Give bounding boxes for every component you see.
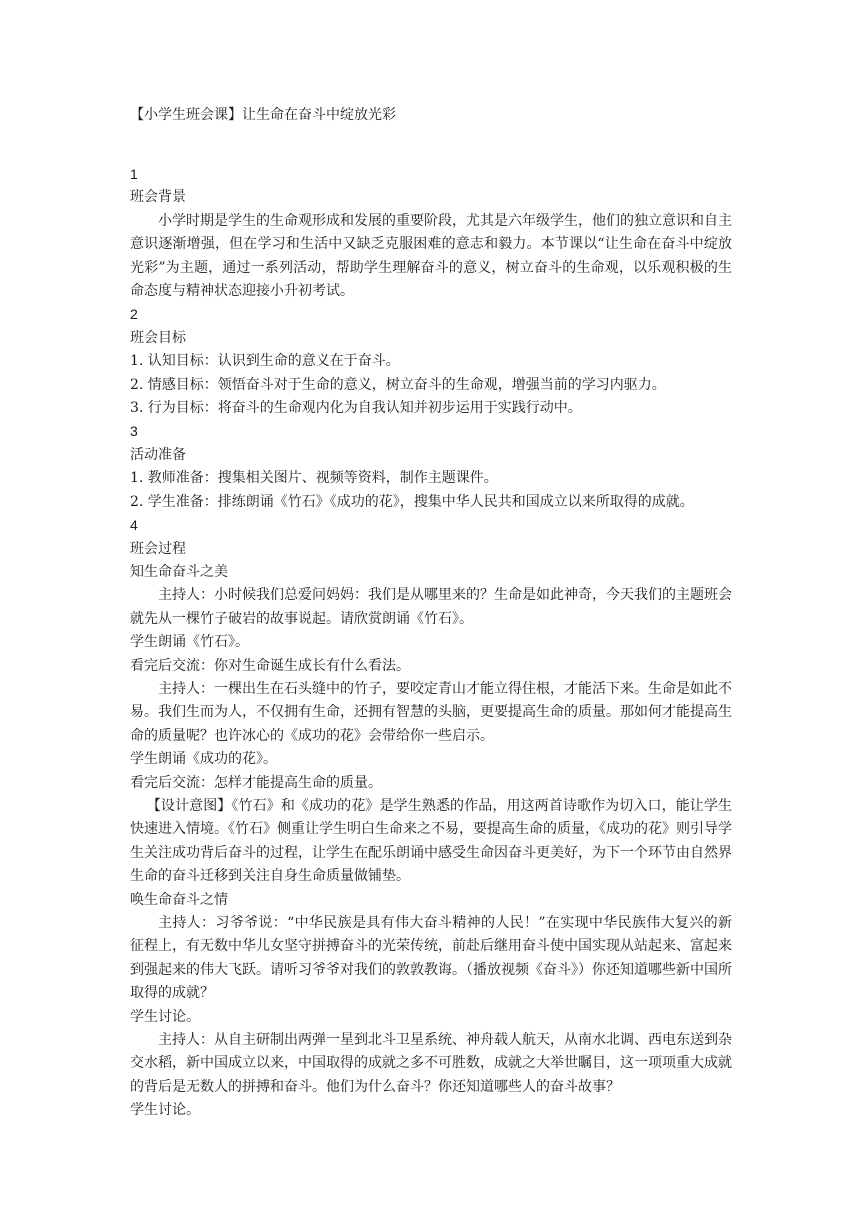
list-item: 1. 教师准备：搜集相关图片、视频等资料，制作主题课件。: [130, 470, 498, 487]
section-background: [130, 163, 732, 303]
paragraph: 主持人：小时候我们总爱问妈妈：我们是从哪里来的？生命是如此神奇，今天我们的主题班会就先从一棵竹子破岩的故事说起。请欣赏朗诵《竹石》。: [130, 587, 732, 627]
section-process: [130, 514, 732, 1123]
text-line: 看完后交流：怎样才能提高生命的质量。: [130, 774, 382, 791]
text-line: 看完后交流：你对生命诞生成长有什么看法。: [130, 657, 410, 674]
list-item: 2. 学生准备：排练朗诵《竹石》《成功的花》，搜集中华人民共和国成立以来所取得的成就。: [130, 493, 694, 510]
text-line: 学生讨论。: [130, 1008, 200, 1025]
paragraph: 主持人：一棵出生在石头缝中的竹子，要咬定青山才能立得住根，才能活下来。生命是如此不易。我们生而为人，不仅拥有生命，还拥有智慧的头脑，更要提高生命的质量。那如何才能提高生命的质量呢？也许冰心的《成功的花》会带给你一些启示。: [130, 680, 732, 744]
section-heading: 班会过程: [130, 540, 186, 557]
section-heading: 活动准备: [130, 446, 186, 463]
section-number: 1: [130, 166, 138, 182]
paragraph: 主持人：从自主研制出两弹一星到北斗卫星系统、神舟载人航天，从南水北调、西电东送到杂交水稻，新中国成立以来，中国取得的成就之多不可胜数，成就之大举世瞩目，这一项项重大成就的背后是无数人的拼搏和奋斗。他们为什么奋斗？你还知道哪些人的奋斗故事？: [130, 1032, 732, 1095]
text-line: 学生朗诵《竹石》。: [130, 634, 249, 651]
text-line: 学生朗诵《成功的花》。: [130, 751, 277, 768]
list-item: 1. 认知目标：认识到生命的意义在于奋斗。: [130, 353, 400, 370]
section-number: 3: [130, 423, 138, 440]
design-intent-paragraph: 【设计意图】《竹石》和《成功的花》是学生熟悉的作品，用这两首诗歌作为切入口，能让学生快速进入情境。《竹石》侧重让学生明白生命来之不易，要提高生命的质量，《成功的花》则引导学生关注成功背后奋斗的过程，让学生在配乐朗诵中感受生命因奋斗更美好，为下一个环节由自然界生命的奋斗迁移到关注自身生命质量做铺垫。: [130, 797, 732, 885]
list-item: 3. 行为目标：将奋斗的生命观内化为自我认知并初步运用于实践行动中。: [130, 400, 582, 417]
paragraph: 主持人：习爷爷说：“中华民族是具有伟大奋斗精神的人民！”在实现中华民族伟大复兴的新征程上，有无数中华儿女坚守拼搏奋斗的光荣传统，前赴后继用奋斗使中国实现从站起来、富起来到强起来的伟大飞跃。请听习爷爷对我们的敦敦教诲。（播放视频《奋斗》）你还知道哪些新中国所取得的成就？: [130, 915, 732, 1002]
document-title: 【小学生班会课】让生命在奋斗中绽放光彩: [130, 107, 396, 123]
section-number: 2: [130, 306, 138, 323]
subheading: 知生命奋斗之美: [130, 563, 228, 580]
paragraph: 小学时期是学生的生命观形成和发展的重要阶段，尤其是六年级学生，他们的独立意识和自主意识逐渐增强，但在学习和生活中又缺乏克服困难的意志和毅力。本节课以“让生命在奋斗中绽放光彩”为主题，通过一系列活动，帮助学生理解奋斗的意义，树立奋斗的生命观，以乐观积极的生命态度与精神状态迎接小升初考试。: [130, 212, 732, 300]
subheading: 唤生命奋斗之情: [130, 891, 228, 908]
section-heading: 班会目标: [130, 329, 186, 346]
section-heading: 班会背景: [130, 189, 186, 206]
list-item: 2. 情感目标：领悟奋斗对于生命的意义，树立奋斗的生命观，增强当前的学习内驱力。: [130, 376, 666, 393]
section-number: 4: [130, 517, 138, 534]
text-line: 学生讨论。: [130, 1102, 200, 1119]
section-preparation: [130, 420, 732, 514]
section-goals: [130, 303, 732, 420]
